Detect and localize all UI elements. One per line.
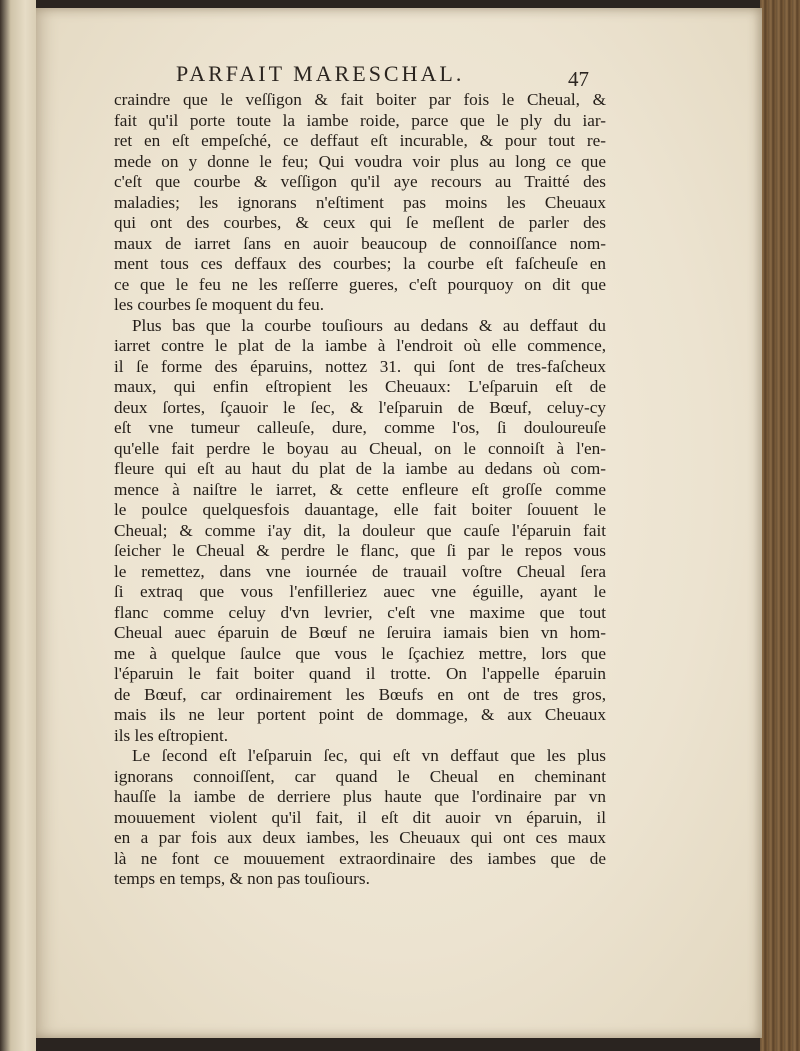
text-line: qui ont des courbes, & ceux qui ſe meſlent de parler des xyxy=(114,213,606,232)
text-line: ret en eſt empeſché, ce deffaut eſt incurable, & pour tout re- xyxy=(114,131,606,150)
text-line: maladies; les ignorans n'eſtiment pas moins les Cheuaux xyxy=(114,192,606,212)
paragraph xyxy=(114,90,606,316)
body-text xyxy=(114,90,606,890)
text-line: iarret contre le plat de la iambe à l'endroit où elle commence, xyxy=(114,336,606,355)
book-page xyxy=(36,8,762,1038)
text-line: les courbes ſe moquent du feu. xyxy=(114,295,325,314)
text-line: qu'elle fait perdre le boyau au Cheual, on le connoiſt à l'en- xyxy=(114,438,606,458)
text-line: hauſſe la iambe de derriere plus haute que l'ordinaire par vn xyxy=(114,787,606,806)
text-line: c'eſt que courbe & veſſigon qu'il aye recours au Traitté des xyxy=(114,172,606,191)
text-line: ſeicher le Cheual & perdre le flanc, que ſi par le repos vous xyxy=(114,541,606,560)
paragraph xyxy=(114,316,606,747)
text-line: mence à naiſtre le iarret, & cette enfleure eſt groſſe comme xyxy=(114,479,606,499)
book-page-edges xyxy=(760,0,800,1051)
text-line: le poulce quelquesfois dauantage, elle fait boiter ſouuent le xyxy=(114,500,606,519)
text-line: craindre que le veſſigon & fait boiter par fois le Cheual, & xyxy=(114,90,606,109)
text-line: Le ſecond eſt l'eſparuin ſec, qui eſt vn deffaut que les plus xyxy=(132,746,606,765)
text-line: de Bœuf, car ordinairement les Bœufs en ont de tres gros, xyxy=(114,684,606,704)
text-line: mais ils ne leur portent point de dommage, & aux Cheuaux xyxy=(114,705,606,724)
text-line: Cheual auec éparuin de Bœuf ne ſeruira iamais bien vn hom- xyxy=(114,623,606,642)
text-line: il ſe forme des éparuins, nottez 31. qui ſont de tres-faſcheux xyxy=(114,356,606,376)
text-line: le remettez, dans vne iournée de trauail voſtre Cheual ſera xyxy=(114,561,606,581)
text-line: là ne font ce mouuement extraordinaire des iambes que de xyxy=(114,848,606,868)
running-header: PARFAIT MARESCHAL. xyxy=(176,61,465,86)
text-line: fait qu'il porte toute la iambe roide, parce que le ply du iar- xyxy=(114,110,606,130)
text-line: Cheual; & comme i'ay dit, la douleur que cauſe l'éparuin fait xyxy=(114,520,606,540)
text-line: maux de iarret ſans en auoir beaucoup de connoiſſance nom- xyxy=(114,233,606,253)
text-line: fleure qui eſt au haut du plat de la iambe au dedans où com- xyxy=(114,459,606,478)
text-line: Plus bas que la courbe touſiours au dedans & au deffaut du xyxy=(132,315,606,335)
text-line: temps en temps, & non pas touſiours. xyxy=(114,869,370,888)
text-line: flanc comme celuy d'vn levrier, c'eſt vne maxime que tout xyxy=(114,602,606,622)
text-line: deux ſortes, ſçauoir le ſec, & l'eſparuin de Bœuf, celuy-cy xyxy=(114,397,606,417)
text-line: ils les eſtropient. xyxy=(114,725,229,745)
text-line: ce que le feu ne les reſſerre gueres, c'eſt pourquoy on dit que xyxy=(114,274,606,294)
text-line: eſt vne tumeur calleuſe, dure, comme l'os, ſi douloureuſe xyxy=(114,418,606,437)
text-line: ſi extraq que vous l'enfilleriez auec vne éguille, ayant le xyxy=(114,582,606,601)
text-line: maux, qui enfin eſtropient les Cheuaux: L'eſparuin eſt de xyxy=(114,377,606,396)
text-line: l'éparuin le fait boiter quand il trotte. On l'appelle éparuin xyxy=(114,664,606,683)
text-line: en a par fois aux deux iambes, les Cheuaux qui ont ces maux xyxy=(114,828,606,847)
text-line: mouuement violent qu'il fait, il eſt dit auoir vn éparuin, il xyxy=(114,807,606,827)
paragraph xyxy=(114,746,606,890)
text-line: ment tous ces deffaux des courbes; la courbe eſt faſcheuſe en xyxy=(114,254,606,273)
text-line: mede on y donne le feu; Qui voudra voir plus au long ce que xyxy=(114,151,606,171)
adjacent-page-edge xyxy=(0,0,36,1051)
text-line: me à quelque ſaulce que vous le ſçachiez mettre, lors que xyxy=(114,643,606,663)
page-number: 47 xyxy=(568,67,589,91)
text-line: ignorans connoiſſent, car quand le Cheual en cheminant xyxy=(114,766,606,786)
